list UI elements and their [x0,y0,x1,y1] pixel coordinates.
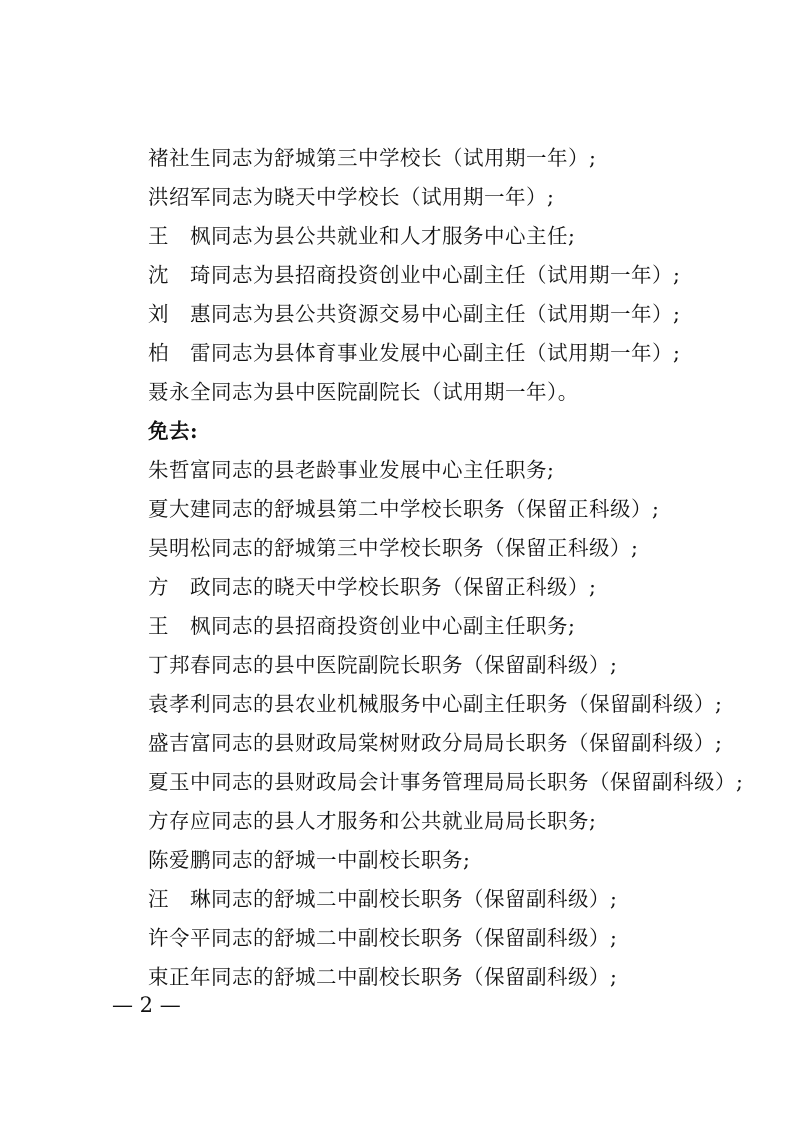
removal-line: 束正年同志的舒城二中副校长职务（保留副科级）; [148,965,618,989]
removal-line: 夏玉中同志的县财政局会计事务管理局局长职务（保留副科级）; [148,770,744,794]
removal-line: 丁邦春同志的县中医院副院长职务（保留副科级）; [148,653,618,677]
removal-line: 盛吉富同志的县财政局棠树财政分局局长职务（保留副科级）; [148,731,723,755]
appointment-line: 刘 惠同志为县公共资源交易中心副主任（试用期一年）; [148,302,681,326]
appointment-line: 沈 琦同志为县招商投资创业中心副主任（试用期一年）; [148,263,681,287]
page-number: — 2 — [112,993,181,1017]
appointment-line: 褚社生同志为舒城第三中学校长（试用期一年）; [148,146,597,170]
removal-line: 袁孝利同志的县农业机械服务中心副主任职务（保留副科级）; [148,692,723,716]
document-body [148,139,748,997]
appointment-line: 洪绍军同志为晓天中学校长（试用期一年）; [148,185,555,209]
appointment-line: 聂永全同志为县中医院副院长（试用期一年）。 [148,380,579,404]
removal-line: 吴明松同志的舒城第三中学校长职务（保留正科级）; [148,536,639,560]
removal-line: 陈爱鹏同志的舒城一中副校长职务; [148,848,471,872]
removal-line: 夏大建同志的舒城县第二中学校长职务（保留正科级）; [148,497,660,521]
removal-line: 方存应同志的县人才服务和公共就业局局长职务; [148,809,597,833]
removal-line: 王 枫同志的县招商投资创业中心副主任职务; [148,614,576,638]
appointment-line: 柏 雷同志为县体育事业发展中心副主任（试用期一年）; [148,341,681,365]
removal-line: 许令平同志的舒城二中副校长职务（保留副科级）; [148,926,618,950]
removal-line: 朱哲富同志的县老龄事业发展中心主任职务; [148,458,555,482]
removal-line: 方 政同志的晓天中学校长职务（保留正科级）; [148,575,597,599]
removal-line: 汪 琳同志的舒城二中副校长职务（保留副科级）; [148,887,618,911]
appointment-line: 王 枫同志为县公共就业和人才服务中心主任; [148,224,576,248]
removal-heading: 免去: [148,419,199,443]
